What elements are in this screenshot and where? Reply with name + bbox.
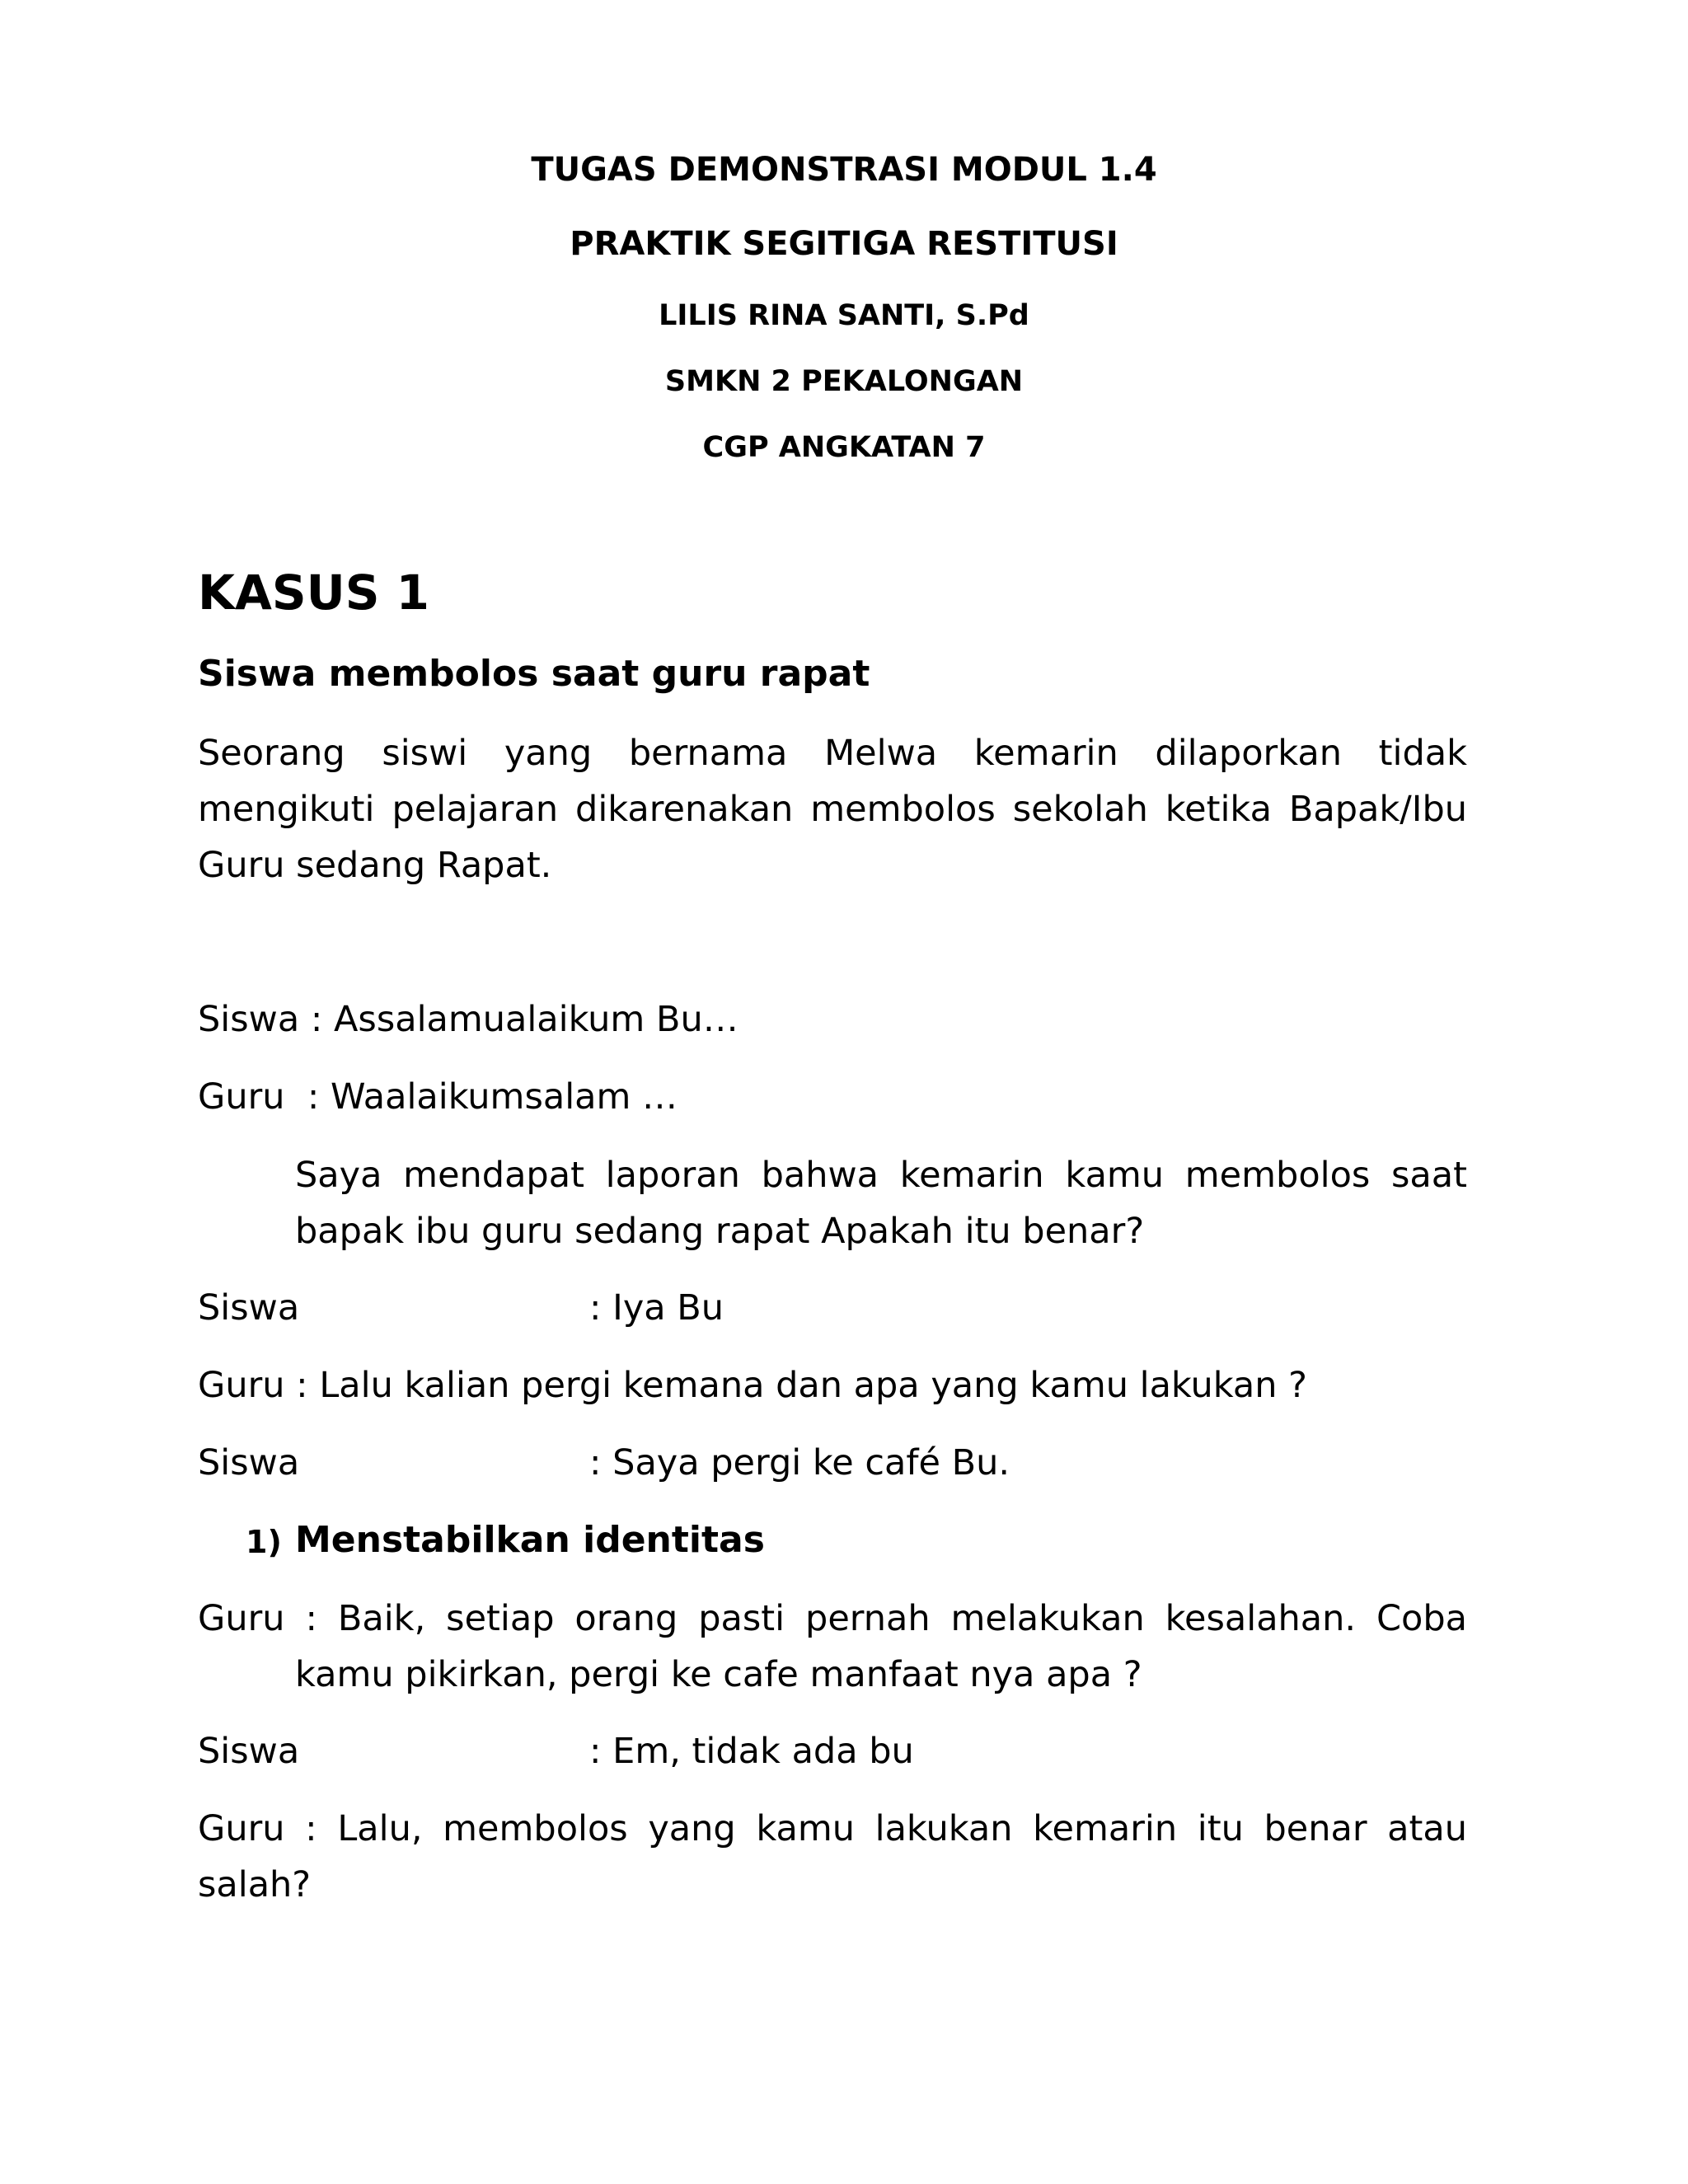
speaker-label: Siswa bbox=[198, 999, 300, 1040]
dialogue-line bbox=[198, 1069, 678, 1125]
author-name: LILIS RINA SANTI, S.Pd bbox=[659, 299, 1029, 332]
dialogue-text: : Lalu, membolos yang kamu lakukan kemarin itu benar atau salah? bbox=[198, 1808, 1467, 1905]
dialogue-line bbox=[198, 1435, 1010, 1491]
dialogue-text: : Waalaikumsalam … bbox=[284, 1076, 678, 1118]
dialogue-text: : Saya pergi ke café Bu. bbox=[589, 1442, 1010, 1483]
cohort-label: CGP ANGKATAN 7 bbox=[702, 431, 986, 464]
speaker-label: Guru bbox=[198, 1598, 285, 1639]
dialogue-line bbox=[198, 991, 738, 1047]
dialogue-text: : Baik, setiap orang pasti pernah melakukan kesalahan. Coba kamu pikirkan, pergi ke cafe manfaat nya apa ? bbox=[284, 1598, 1467, 1695]
speaker-label: Siswa bbox=[198, 1442, 300, 1483]
speaker-label: Siswa bbox=[198, 1731, 300, 1772]
speaker-label: Guru bbox=[198, 1076, 285, 1118]
dialogue-text: : Lalu kalian pergi kemana dan apa yang kamu lakukan ? bbox=[284, 1365, 1308, 1406]
document-subtitle: PRAKTIK SEGITIGA RESTITUSI bbox=[570, 225, 1118, 263]
section-number: 1) bbox=[246, 1524, 282, 1560]
dialogue-text: : Em, tidak ada bu bbox=[589, 1731, 914, 1772]
dialogue-line bbox=[198, 1723, 914, 1779]
case-heading: KASUS 1 bbox=[198, 565, 430, 621]
dialogue-line bbox=[198, 1280, 724, 1336]
speaker-label: Guru bbox=[198, 1808, 285, 1849]
school-name: SMKN 2 PEKALONGAN bbox=[664, 365, 1024, 398]
section-title: Menstabilkan identitas bbox=[295, 1519, 765, 1561]
case-subheading: Siswa membolos saat guru rapat bbox=[198, 653, 870, 695]
dialogue-line bbox=[198, 1591, 1467, 1703]
dialogue-text: : Assalamualaikum Bu… bbox=[299, 999, 738, 1040]
speaker-label: Guru bbox=[198, 1365, 285, 1406]
dialogue-paragraph bbox=[198, 1591, 1467, 1703]
case-intro-paragraph: Seorang siswi yang bernama Melwa kemarin dilaporkan tidak mengikuti pelajaran dikarenakan membolos sekolah ketika Bapak/Ibu Guru sedang Rapat. bbox=[198, 733, 1467, 886]
dialogue-text: : Iya Bu bbox=[589, 1287, 724, 1329]
dialogue-line bbox=[198, 1801, 1467, 1913]
document-title: TUGAS DEMONSTRASI MODUL 1.4 bbox=[531, 151, 1157, 189]
speaker-label: Siswa bbox=[198, 1287, 300, 1329]
dialogue-line bbox=[198, 1357, 1307, 1413]
dialogue-continuation: Saya mendapat laporan bahwa kemarin kamu membolos saat bapak ibu guru sedang rapat Apakah itu benar? bbox=[295, 1155, 1467, 1252]
